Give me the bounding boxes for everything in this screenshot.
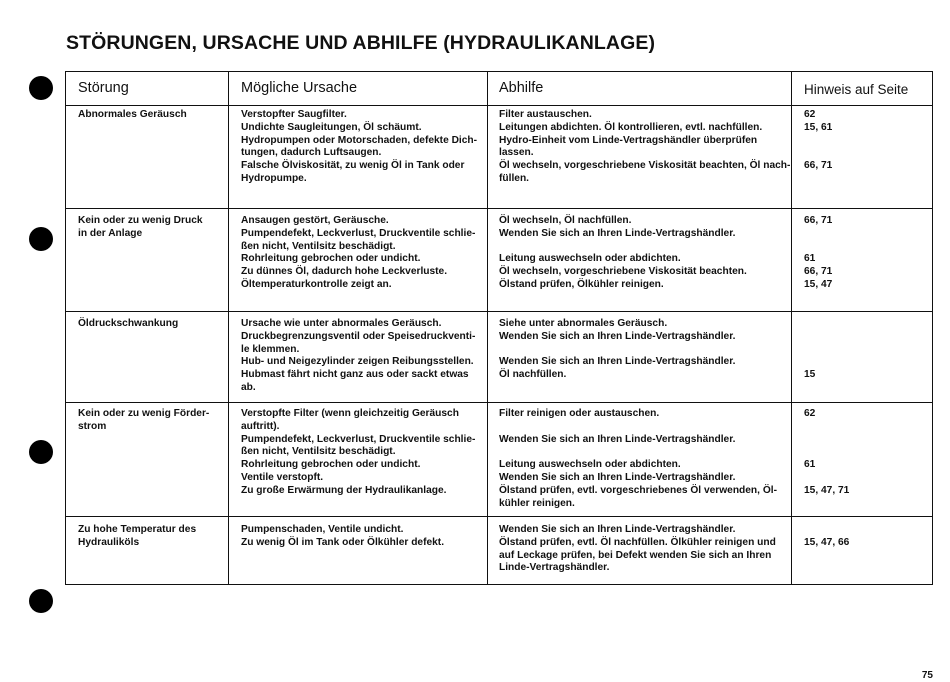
cell-line: Falsche Ölviskosität, zu wenig Öl in Tank oder — [241, 160, 465, 172]
cell-line: lassen. — [499, 147, 534, 159]
cell-abhilfe — [499, 524, 776, 575]
cell-line: Öl wechseln, vorgeschriebene Viskosität beachten, Öl nach- — [499, 160, 791, 172]
cell-line: Hub- und Neigezylinder zeigen Reibungsstellen. — [241, 356, 474, 368]
cell-hinweis — [804, 318, 815, 395]
cell-line: Wenden Sie sich an Ihren Linde-Vertragshändler. — [499, 356, 736, 368]
cell-line — [804, 147, 832, 160]
cell-line: Wenden Sie sich an Ihren Linde-Vertragshändler. — [499, 471, 736, 483]
troubleshooting-table — [65, 71, 933, 585]
cell-line: Öl wechseln, vorgeschriebene Viskosität beachten. — [499, 266, 747, 278]
cell-line: strom — [78, 420, 107, 432]
cell-ursache — [241, 524, 444, 550]
cell-line: Verstopfte Filter (wenn gleichzeitig Geräusch — [241, 408, 459, 419]
binder-hole — [29, 76, 53, 100]
cell-line — [804, 434, 849, 447]
cell-ursache — [241, 318, 475, 395]
cell-line — [804, 331, 815, 344]
header-hinweis: Hinweis auf Seite — [804, 82, 909, 97]
cell-line: Leitung auswechseln oder abdichten. — [499, 253, 681, 265]
cell-abhilfe — [499, 109, 790, 186]
header-stoerung: Störung — [78, 80, 129, 96]
binder-hole — [29, 589, 53, 613]
cell-line: Ölstand prüfen, evtl. Öl nachfüllen. Ölkühler reinigen und — [499, 536, 776, 548]
cell-line: Öltemperaturkontrolle zeigt an. — [241, 278, 392, 290]
cell-line: Öl wechseln, Öl nachfüllen. — [499, 215, 632, 226]
cell-ursache — [241, 109, 477, 186]
cell-line: Zu wenig Öl im Tank oder Ölkühler defekt. — [241, 536, 445, 548]
cell-line: Kein oder zu wenig Förder- — [78, 408, 210, 419]
cell-line — [804, 318, 815, 331]
cell-line: Pumpenschaden, Ventile undicht. — [241, 524, 404, 535]
cell-line — [804, 446, 849, 459]
cell-line: Undichte Saugleitungen, Öl schäumt. — [241, 121, 422, 133]
column-divider — [487, 72, 488, 584]
cell-line: 15, 47 — [804, 278, 833, 290]
row-divider — [66, 311, 932, 312]
cell-line: Linde-Vertragshändler. — [499, 562, 610, 574]
cell-line: Leitungen abdichten. Öl kontrollieren, evtl. nachfüllen. — [499, 121, 763, 133]
cell-line: ßen nicht, Ventilsitz beschädigt. — [241, 446, 396, 458]
cell-line — [499, 382, 735, 395]
cell-stoerung — [78, 524, 196, 550]
cell-line: 62 — [804, 109, 816, 120]
cell-abhilfe — [499, 318, 735, 395]
cell-line: in der Anlage — [78, 227, 143, 239]
cell-line: Öldruckschwankung — [78, 318, 179, 329]
cell-line: Wenden Sie sich an Ihren Linde-Vertragshändler. — [499, 227, 736, 239]
cell-line: 15 — [804, 369, 816, 381]
cell-line — [804, 344, 815, 357]
cell-line: le klemmen. — [241, 343, 300, 355]
cell-line: Hydropumpe. — [241, 172, 307, 184]
cell-line: Druckbegrenzungsventil oder Speisedruckventi- — [241, 330, 476, 342]
cell-line: Rohrleitung gebrochen oder undicht. — [241, 459, 421, 471]
cell-line: 15, 61 — [804, 121, 833, 133]
cell-line: Pumpendefekt, Leckverlust, Druckventile schlie- — [241, 227, 476, 239]
cell-stoerung — [78, 408, 209, 434]
cell-line: kühler reinigen. — [499, 497, 575, 509]
cell-line — [804, 356, 815, 369]
cell-line: Hydro-Einheit vom Linde-Vertragshändler überprüfen — [499, 134, 758, 146]
cell-line: Ölstand prüfen, Ölkühler reinigen. — [499, 278, 664, 290]
cell-line — [804, 472, 849, 485]
cell-abhilfe — [499, 408, 777, 510]
row-divider — [66, 208, 932, 209]
cell-line — [804, 562, 849, 575]
cell-line: Wenden Sie sich an Ihren Linde-Vertragshändler. — [499, 330, 736, 342]
page-number: 75 — [921, 670, 933, 681]
cell-line — [804, 173, 832, 186]
cell-hinweis — [804, 524, 849, 575]
cell-line: Hydropumpen oder Motorschaden, defekte Dich- — [241, 134, 478, 146]
table-header — [66, 72, 932, 106]
cell-stoerung — [78, 318, 178, 331]
cell-line: 61 — [804, 459, 816, 471]
cell-line: Verstopfter Saugfilter. — [241, 109, 347, 120]
column-divider — [228, 72, 229, 584]
cell-line — [804, 135, 832, 148]
cell-line: füllen. — [499, 172, 529, 184]
row-divider — [66, 516, 932, 517]
cell-ursache — [241, 215, 475, 292]
cell-line: Filter reinigen oder austauschen. — [499, 408, 660, 419]
cell-line: Wenden Sie sich an Ihren Linde-Vertragshändler. — [499, 433, 736, 445]
cell-line — [804, 524, 849, 537]
header-abhilfe: Abhilfe — [499, 80, 544, 96]
cell-line: Hubmast fährt nicht ganz aus oder sackt etwas — [241, 369, 469, 381]
cell-line — [804, 228, 832, 241]
cell-line — [804, 550, 849, 563]
cell-line: Siehe unter abnormales Geräusch. — [499, 318, 668, 329]
cell-line: 15, 47, 71 — [804, 484, 850, 496]
column-divider — [791, 72, 792, 584]
cell-line: Hydrauliköls — [78, 536, 140, 548]
cell-line: Ansaugen gestört, Geräusche. — [241, 215, 389, 226]
cell-stoerung — [78, 215, 203, 241]
cell-line: Zu dünnes Öl, dadurch hohe Leckverluste. — [241, 266, 448, 278]
cell-line: Zu große Erwärmung der Hydraulikanlage. — [241, 484, 447, 496]
cell-line: Ventile verstopft. — [241, 471, 324, 483]
cell-line — [499, 241, 747, 254]
cell-line: Rohrleitung gebrochen oder undicht. — [241, 253, 421, 265]
cell-line: ab. — [241, 381, 256, 393]
cell-line: 66, 71 — [804, 160, 833, 172]
cell-line — [499, 446, 777, 459]
binder-hole — [29, 440, 53, 464]
cell-line — [804, 498, 849, 511]
cell-line: 66, 71 — [804, 215, 833, 226]
cell-line: Ölstand prüfen, evtl. vorgeschriebenes Öl verwenden, Öl- — [499, 484, 777, 496]
cell-line: tungen, dadurch Luftsaugen. — [241, 147, 382, 159]
cell-line: Öl nachfüllen. — [499, 369, 567, 381]
header-ursache: Mögliche Ursache — [241, 80, 358, 96]
cell-line: ßen nicht, Ventilsitz beschädigt. — [241, 240, 396, 252]
cell-line — [804, 421, 849, 434]
cell-hinweis — [804, 408, 849, 510]
binder-hole — [29, 227, 53, 251]
row-divider — [66, 402, 932, 403]
page-title: STÖRUNGEN, URSACHE UND ABHILFE (HYDRAULIKANLAGE) — [66, 32, 656, 54]
cell-line: Pumpendefekt, Leckverlust, Druckventile schlie- — [241, 433, 476, 445]
cell-abhilfe — [499, 215, 747, 292]
cell-line — [499, 344, 735, 357]
cell-line: 15, 47, 66 — [804, 536, 850, 548]
cell-stoerung — [78, 109, 187, 122]
cell-line — [499, 421, 777, 434]
cell-line: auf Leckage prüfen, bei Defekt wenden Sie sich an Ihren — [499, 549, 772, 561]
cell-hinweis — [804, 109, 832, 186]
cell-line — [804, 382, 815, 395]
cell-line: Leitung auswechseln oder abdichten. — [499, 459, 681, 471]
cell-line: Kein oder zu wenig Druck — [78, 215, 203, 226]
cell-line: Ursache wie unter abnormales Geräusch. — [241, 318, 442, 329]
cell-ursache — [241, 408, 475, 498]
cell-line: Zu hohe Temperatur des — [78, 524, 197, 535]
cell-hinweis — [804, 215, 832, 292]
cell-line: Wenden Sie sich an Ihren Linde-Vertragshändler. — [499, 524, 736, 535]
cell-line: Abnormales Geräusch — [78, 109, 187, 120]
cell-line: Filter austauschen. — [499, 109, 592, 120]
cell-line: 61 — [804, 253, 816, 265]
cell-line: auftritt). — [241, 420, 280, 432]
cell-line: 66, 71 — [804, 266, 833, 278]
cell-line — [804, 241, 832, 254]
cell-line: 62 — [804, 408, 816, 419]
